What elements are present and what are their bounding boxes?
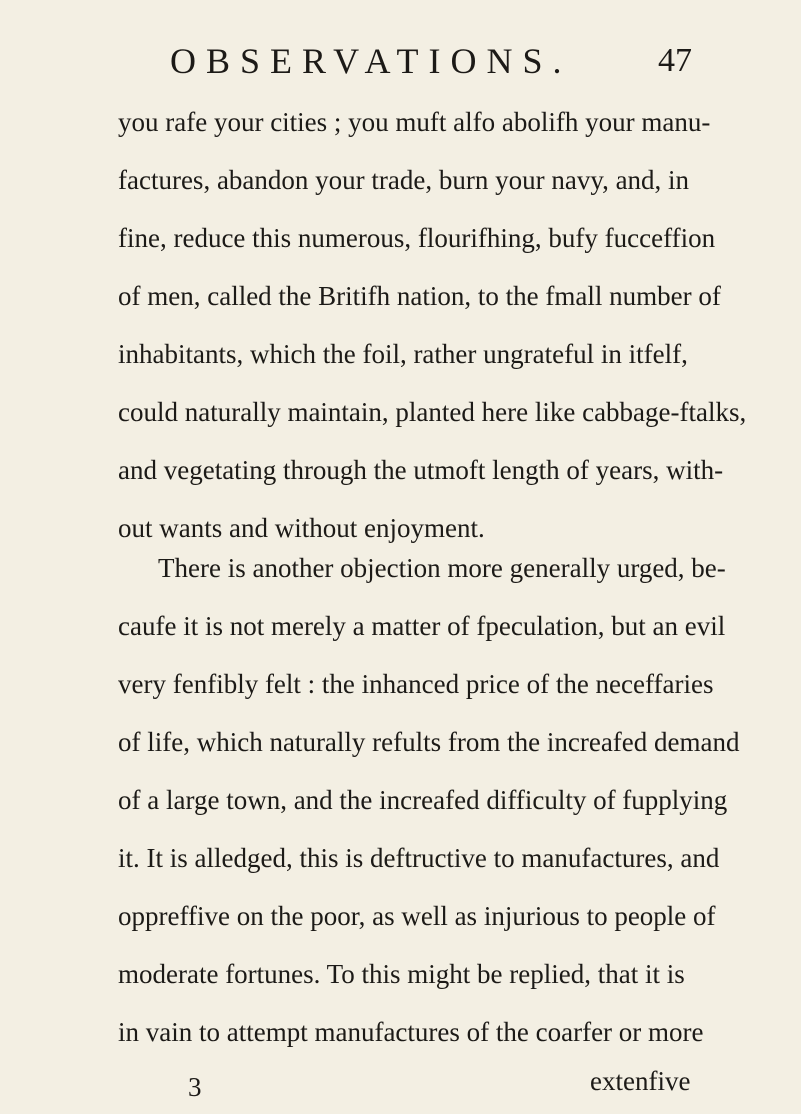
text-line: could naturally maintain, planted here like cabbage-ftalks, [118, 397, 747, 427]
page-number: 47 [658, 42, 692, 79]
text-line: There is another objection more generally urged, be- [158, 553, 726, 583]
text-line: caufe it is not merely a matter of fpeculation, but an evil [118, 611, 726, 641]
text-line: very fenfibly felt : the inhanced price of the neceffaries [118, 669, 714, 699]
text-line: of men, called the Britifh nation, to the fmall number of [118, 281, 721, 311]
text-line: inhabitants, which the foil, rather ungrateful in itfelf, [118, 339, 688, 369]
text-line: out wants and without enjoyment. [118, 513, 485, 543]
signature-mark: 3 [188, 1072, 202, 1102]
running-title: OBSERVATIONS. [170, 41, 572, 81]
text-line: and vegetating through the utmoft length of years, with- [118, 455, 724, 485]
text-line: oppreffive on the poor, as well as injurious to people of [118, 901, 716, 931]
text-line: of life, which naturally refults from the increafed demand [118, 727, 740, 757]
text-line: fine, reduce this numerous, flourifhing, bufy fucceffion [118, 223, 716, 253]
text-line: in vain to attempt manufactures of the coarfer or more [118, 1017, 704, 1047]
text-line: you rafe your cities ; you muft alfo abolifh your manu- [118, 107, 711, 137]
text-line: factures, abandon your trade, burn your navy, and, in [118, 165, 690, 195]
text-line: moderate fortunes. To this might be replied, that it is [118, 959, 685, 989]
catchword: extenfive [590, 1066, 691, 1096]
text-line: of a large town, and the increafed difficulty of fupplying [118, 785, 728, 815]
text-line: it. It is alledged, this is deftructive to manufactures, and [118, 843, 720, 873]
